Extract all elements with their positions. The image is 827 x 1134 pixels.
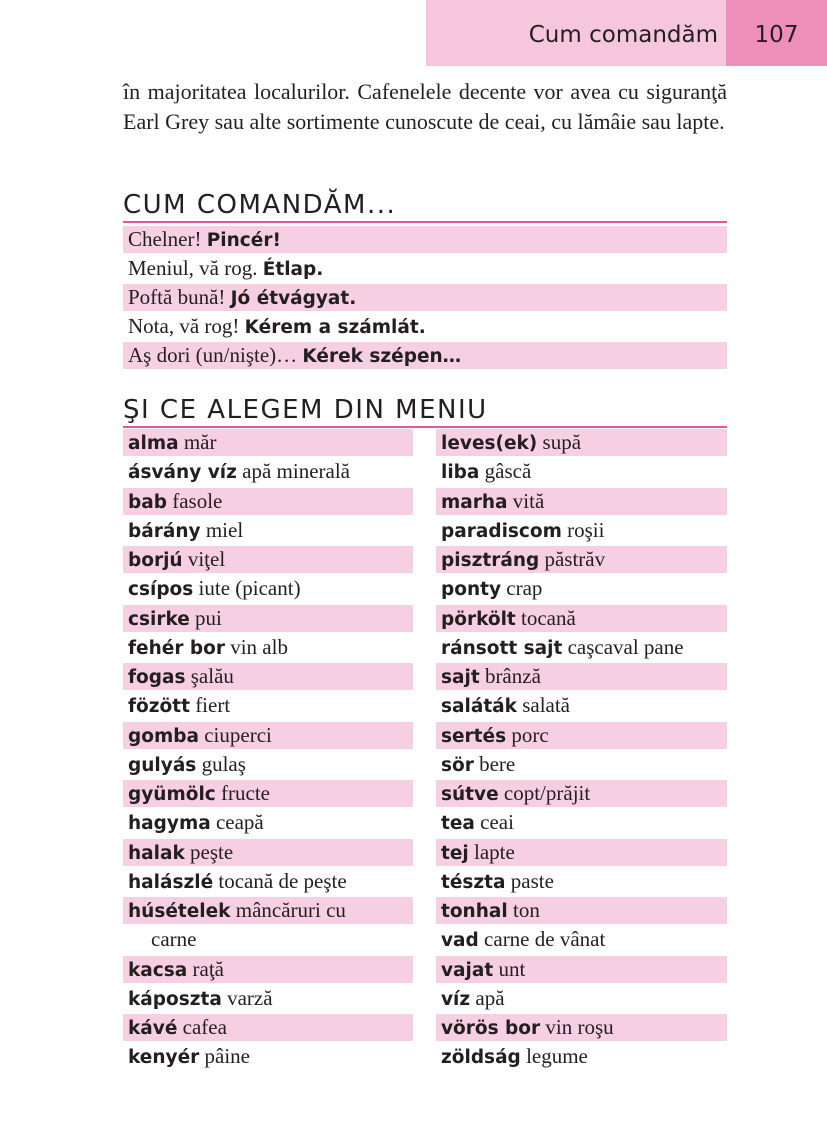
- menu-item: [123, 809, 413, 836]
- menu-term-hungarian: gulyás: [128, 754, 197, 776]
- menu-term-hungarian: borjú: [128, 550, 183, 571]
- menu-term-romanian: fasole: [166, 488, 223, 513]
- menu-term-romanian: vin roşu: [540, 1015, 614, 1039]
- menu-item: [123, 839, 413, 866]
- menu-item: [123, 429, 413, 456]
- menu-term-romanian: vită: [507, 488, 545, 513]
- menu-item: [436, 780, 727, 807]
- menu-term-romanian: vin alb: [224, 634, 288, 659]
- menu-term-hungarian: alma: [128, 433, 179, 454]
- menu-item: [123, 575, 413, 602]
- menu-item: [123, 546, 413, 573]
- menu-item: [123, 956, 413, 983]
- menu-term-romanian: carne de vânat: [478, 927, 606, 952]
- phrase-romanian: Meniul, vă rog.: [128, 256, 263, 280]
- menu-term-romanian: mâncăruri cu: [230, 898, 346, 922]
- menu-term-hungarian: csípos: [128, 579, 194, 601]
- menu-item: [436, 956, 727, 983]
- phrase-hungarian: Pincér!: [206, 230, 281, 251]
- menu-term-romanian: copt/prăjit: [498, 781, 591, 805]
- menu-term-romanian: peşte: [184, 839, 234, 864]
- menu-term-romanian: unt: [493, 956, 526, 981]
- menu-term-hungarian: vörös bor: [441, 1018, 541, 1039]
- menu-item: [436, 429, 727, 456]
- menu-term-hungarian: tonhal: [441, 901, 508, 922]
- menu-term-hungarian: ránsott sajt: [441, 637, 563, 659]
- menu-term-hungarian: vad: [441, 930, 479, 952]
- menu-term-hungarian: gomba: [128, 725, 199, 747]
- menu-item: [436, 897, 727, 924]
- menu-column-right: [436, 429, 727, 1073]
- menu-term-hungarian: tea: [441, 813, 475, 835]
- menu-term-hungarian: sajt: [441, 667, 480, 688]
- menu-item: [123, 663, 413, 690]
- phrase-romanian: Poftă bună!: [128, 285, 231, 309]
- menu-term-hungarian: kenyér: [128, 1047, 200, 1069]
- menu-term-hungarian: hagyma: [128, 813, 211, 835]
- menu-item: [436, 926, 727, 953]
- menu-term-romanian: gâscă: [479, 459, 532, 484]
- phrase-row: [123, 284, 727, 311]
- ordering-title-rule: [123, 221, 727, 223]
- menu-term-romanian: crap: [501, 576, 543, 601]
- menu-term-hungarian: fözött: [128, 696, 190, 718]
- menu-term-romanian: apă minerală: [236, 459, 350, 484]
- menu-item: [436, 663, 727, 690]
- phrase-hungarian: Jó étvágyat.: [230, 288, 357, 309]
- menu-term-romanian: miel: [200, 517, 244, 542]
- menu-term-romanian: varză: [221, 985, 273, 1010]
- menu-item: [123, 780, 413, 807]
- menu-item: [436, 1043, 727, 1070]
- menu-term-hungarian: leves(ek): [441, 433, 538, 454]
- menu-title-rule: [123, 426, 727, 428]
- menu-item: [436, 1014, 727, 1041]
- menu-term-hungarian: kávé: [128, 1018, 178, 1039]
- menu-item: [123, 692, 413, 719]
- menu-item: [436, 985, 727, 1012]
- menu-term-hungarian: tészta: [441, 871, 506, 893]
- phrase-row: [123, 255, 727, 282]
- menu-term-hungarian: vajat: [441, 959, 494, 981]
- menu-term-hungarian: halászlé: [128, 871, 214, 893]
- menu-term-romanian: ton: [507, 898, 540, 922]
- menu-item: [436, 458, 727, 485]
- phrase-romanian: Aş dori (un/nişte)…: [128, 343, 303, 367]
- phrase-romanian: Nota, vă rog!: [128, 314, 245, 338]
- menu-item: [436, 722, 727, 749]
- menu-term-hungarian: fogas: [128, 667, 186, 688]
- ordering-phrase-list: [123, 226, 727, 371]
- menu-term-romanian: paste: [505, 868, 554, 893]
- menu-term-romanian: fiert: [189, 693, 231, 718]
- menu-item: [123, 722, 413, 749]
- menu-term-hungarian: sútve: [441, 784, 499, 805]
- menu-item: [123, 634, 413, 661]
- menu-term-hungarian: fehér bor: [128, 637, 225, 659]
- menu-term-hungarian: pörkölt: [441, 608, 516, 630]
- menu-term-romanian: fructe: [215, 781, 270, 805]
- menu-term-hungarian: ásvány víz: [128, 462, 237, 484]
- menu-term-hungarian: marha: [441, 491, 508, 513]
- ordering-section-title: CUM COMANDĂM...: [123, 190, 397, 220]
- menu-item: [436, 546, 727, 573]
- menu-term-romanian: supă: [537, 430, 582, 454]
- menu-item: [436, 809, 727, 836]
- menu-term-romanian: caşcaval pane: [562, 634, 684, 659]
- intro-paragraph: în majoritatea localurilor. Cafenelele decente vor avea cu siguranţă Earl Grey sau alte sortimente cunoscute de ceai, cu lămâie sau lapte.: [123, 79, 727, 134]
- menu-term-romanian: lapte: [468, 839, 515, 864]
- menu-term-romanian: pui: [189, 605, 222, 630]
- menu-term-romanian: apă: [470, 985, 505, 1010]
- menu-term-romanian: carne: [151, 927, 197, 952]
- menu-term-romanian: măr: [178, 430, 217, 454]
- menu-item: [123, 517, 413, 544]
- menu-term-hungarian: tej: [441, 842, 469, 864]
- menu-item: [436, 634, 727, 661]
- menu-term-hungarian: liba: [441, 462, 480, 484]
- menu-term-romanian: tocană: [515, 605, 576, 630]
- phrase-row: [123, 313, 727, 340]
- menu-item: [436, 575, 727, 602]
- menu-term-romanian: iute (picant): [193, 576, 301, 601]
- phrase-hungarian: Kérek szépen…: [302, 346, 462, 367]
- menu-item: [436, 692, 727, 719]
- menu-term-hungarian: paradiscom: [441, 520, 562, 542]
- menu-item: [436, 839, 727, 866]
- menu-term-hungarian: húsételek: [128, 901, 231, 922]
- menu-term-romanian: gulaş: [196, 751, 246, 776]
- menu-item: [123, 458, 413, 485]
- menu-item: [123, 1043, 413, 1070]
- menu-term-romanian: roşii: [561, 517, 605, 542]
- menu-term-hungarian: víz: [441, 988, 471, 1010]
- menu-column-left: [123, 429, 413, 1073]
- page-number: 107: [754, 22, 799, 48]
- menu-term-romanian: bere: [473, 751, 516, 776]
- menu-term-hungarian: gyümölc: [128, 784, 216, 805]
- menu-term-romanian: salată: [516, 693, 571, 718]
- menu-term-romanian: ceai: [474, 810, 514, 835]
- menu-term-hungarian: pisztráng: [441, 550, 540, 571]
- menu-term-romanian: ceapă: [210, 810, 264, 835]
- menu-term-romanian: păstrăv: [539, 547, 606, 571]
- phrase-hungarian: Kérem a számlát.: [244, 317, 426, 338]
- menu-item: [123, 488, 413, 515]
- menu-term-hungarian: káposzta: [128, 988, 222, 1010]
- menu-item: [123, 985, 413, 1012]
- menu-term-romanian: raţă: [187, 956, 224, 981]
- phrase-row: [123, 342, 727, 369]
- menu-term-romanian: pâine: [199, 1044, 250, 1069]
- menu-item: [436, 605, 727, 632]
- menu-term-hungarian: sör: [441, 754, 474, 776]
- menu-item: [123, 897, 413, 924]
- menu-term-romanian: brânză: [479, 664, 541, 688]
- menu-item: [436, 868, 727, 895]
- menu-item: [123, 751, 413, 778]
- menu-term-hungarian: saláták: [441, 696, 517, 718]
- phrase-romanian: Chelner!: [128, 227, 207, 251]
- menu-term-romanian: cafea: [177, 1015, 227, 1039]
- menu-section-title: ŞI CE ALEGEM DIN MENIU: [123, 395, 488, 425]
- menu-term-romanian: tocană de peşte: [213, 868, 347, 893]
- menu-term-hungarian: ponty: [441, 579, 502, 601]
- menu-item: [436, 751, 727, 778]
- phrase-hungarian: Étlap.: [262, 259, 324, 280]
- menu-term-hungarian: kacsa: [128, 959, 188, 981]
- menu-item: [123, 1014, 413, 1041]
- menu-item: [436, 517, 727, 544]
- menu-item: [123, 926, 413, 953]
- menu-term-romanian: porc: [506, 722, 549, 747]
- running-header-title: Cum comandăm: [528, 22, 718, 48]
- menu-item: [123, 605, 413, 632]
- menu-term-romanian: viţel: [182, 547, 226, 571]
- menu-term-hungarian: zöldság: [441, 1047, 521, 1069]
- menu-term-hungarian: bab: [128, 491, 167, 513]
- menu-term-romanian: ciuperci: [198, 722, 272, 747]
- menu-term-romanian: şalău: [185, 664, 234, 688]
- menu-item: [436, 488, 727, 515]
- menu-term-hungarian: sertés: [441, 725, 507, 747]
- menu-term-romanian: legume: [520, 1044, 588, 1069]
- phrase-row: [123, 226, 727, 253]
- menu-term-hungarian: halak: [128, 842, 185, 864]
- menu-term-hungarian: csirke: [128, 608, 190, 630]
- menu-term-hungarian: bárány: [128, 520, 201, 542]
- menu-item: [123, 868, 413, 895]
